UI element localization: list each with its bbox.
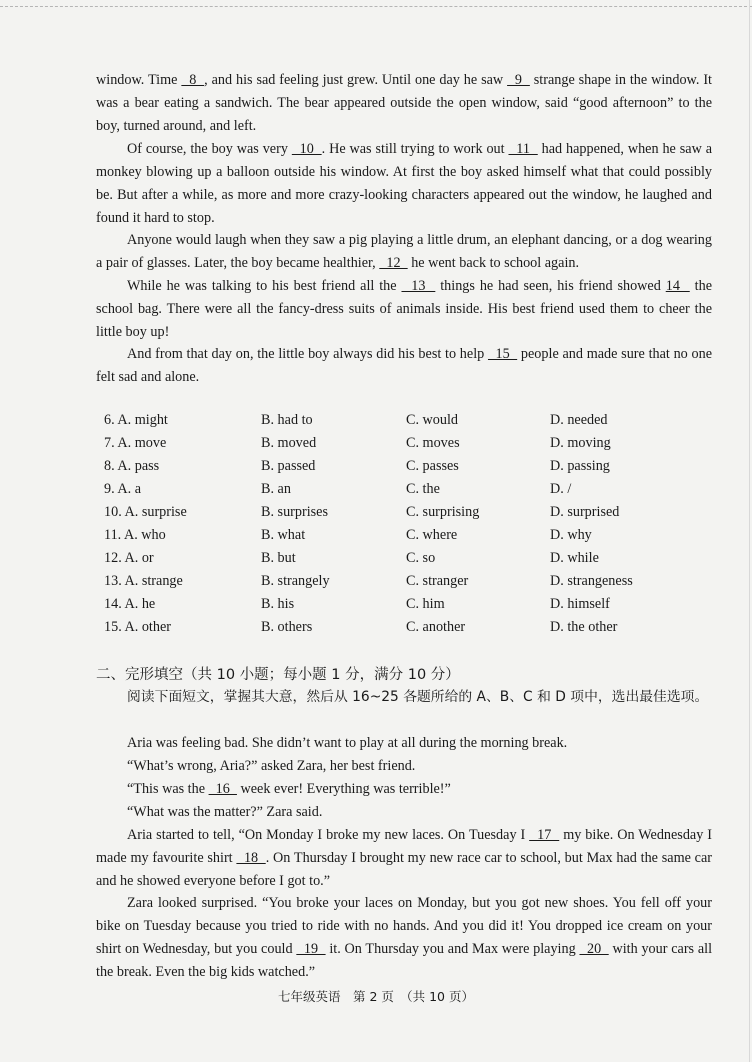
option-row: 12. A. or B. but C. so D. while	[104, 550, 599, 566]
passage1-paragraph-2: Of course, the boy was very 10 . He was still trying to work out 11 had happened, when he saw a monkey blowing up a balloon outside his window. At first the boy asked himself what that could possibly be. But after a while, as more and more crazy-looking characters appeared out the window, he laughed and found it hard to stop.	[96, 141, 713, 226]
section-instructions: 阅读下面短文，掌握其大意，然后从 16~25 各题所给的 A、B、C 和 D 项中，选出最佳选项。	[127, 689, 709, 705]
blank-9: 9	[507, 72, 530, 88]
option-row: 6. A. might B. had to C. would D. needed	[104, 412, 608, 428]
option-row: 9. A. a B. an C. the D. /	[104, 481, 572, 497]
blank-10: 10	[291, 141, 322, 157]
blank-20: 20	[579, 941, 609, 957]
passage2-line-3: “This was the 16 week ever! Everything was terrible!”	[127, 781, 451, 797]
option-row: 7. A. move B. moved C. moves D. moving	[104, 435, 611, 451]
passage2-paragraph-6: Zara looked surprised. “You broke your laces on Monday, but you got new shoes. You fell off your bike on Tuesday because you tried to ride with no hands. And you did it! You dropped ice cream on your shirt on Wednesday, but you could 19 it. On Thursday you and Max were playing 20 with your cars all the break. Even the big kids watched.”	[96, 895, 713, 980]
page-footer: 七年级英语 第 2 页 （共 10 页）	[277, 989, 474, 1004]
blank-8: 8	[181, 72, 205, 88]
blank-12: 12	[379, 255, 408, 271]
blank-14: 14	[665, 278, 690, 294]
passage2-line-1: Aria was feeling bad. She didn’t want to play at all during the morning break.	[127, 735, 568, 751]
answer-options	[104, 412, 724, 642]
section-title: 二、完形填空（共 10 小题；每小题 1 分，满分 10 分）	[96, 667, 460, 683]
blank-18: 18	[236, 850, 266, 866]
passage2-paragraph-5: Aria started to tell, “On Monday I broke my new laces. On Tuesday I 17 my bike. On Wednesday I made my favourite shirt 18 . On Thursday I brought my new race car to school, but Max had the same car and he showed everyone before I got to.”	[96, 827, 712, 889]
option-row: 8. A. pass B. passed C. passes D. passing	[104, 458, 610, 474]
passage1-paragraph-1: window. Time 8 , and his sad feeling just grew. Until one day he saw 9 strange shape in the window. It was a bear eating a sandwich. The bear appeared outside the open window, said “good afternoon” to the boy, turned around, and left.	[96, 72, 713, 134]
option-row: 13. A. strange B. strangely C. stranger D. strangeness	[104, 573, 633, 589]
option-row: 10. A. surprise B. surprises C. surprising D. surprised	[104, 504, 620, 520]
blank-15: 15	[487, 346, 518, 362]
blank-13: 13	[401, 278, 436, 294]
blank-16: 16	[208, 781, 237, 797]
blank-11: 11	[508, 141, 538, 157]
passage1-paragraph-3: Anyone would laugh when they saw a pig playing a little drum, an elephant dancing, or a dog wearing a pair of glasses. Later, the boy became healthier, 12 he went back to school again.	[96, 232, 712, 271]
passage2-line-4: “What was the matter?” Zara said.	[127, 804, 323, 820]
passage1-paragraph-4: While he was talking to his best friend all the 13 things he had seen, his friend showed 14 the school bag. There were all the fancy-dress suits of animals inside. His best friend used them to cheer the little boy up!	[96, 278, 712, 340]
passage2-line-2: “What’s wrong, Aria?” asked Zara, her best friend.	[127, 758, 416, 774]
blank-19: 19	[296, 941, 326, 957]
option-row: 14. A. he B. his C. him D. himself	[104, 596, 610, 612]
page-edge	[749, 0, 750, 1062]
option-row: 15. A. other B. others C. another D. the other	[104, 619, 618, 635]
top-dashed-line	[0, 0, 752, 7]
blank-17: 17	[529, 827, 560, 843]
passage1-paragraph-5: And from that day on, the little boy always did his best to help 15 people and made sure that no one felt sad and alone.	[96, 346, 713, 385]
option-row: 11. A. who B. what C. where D. why	[104, 527, 592, 543]
